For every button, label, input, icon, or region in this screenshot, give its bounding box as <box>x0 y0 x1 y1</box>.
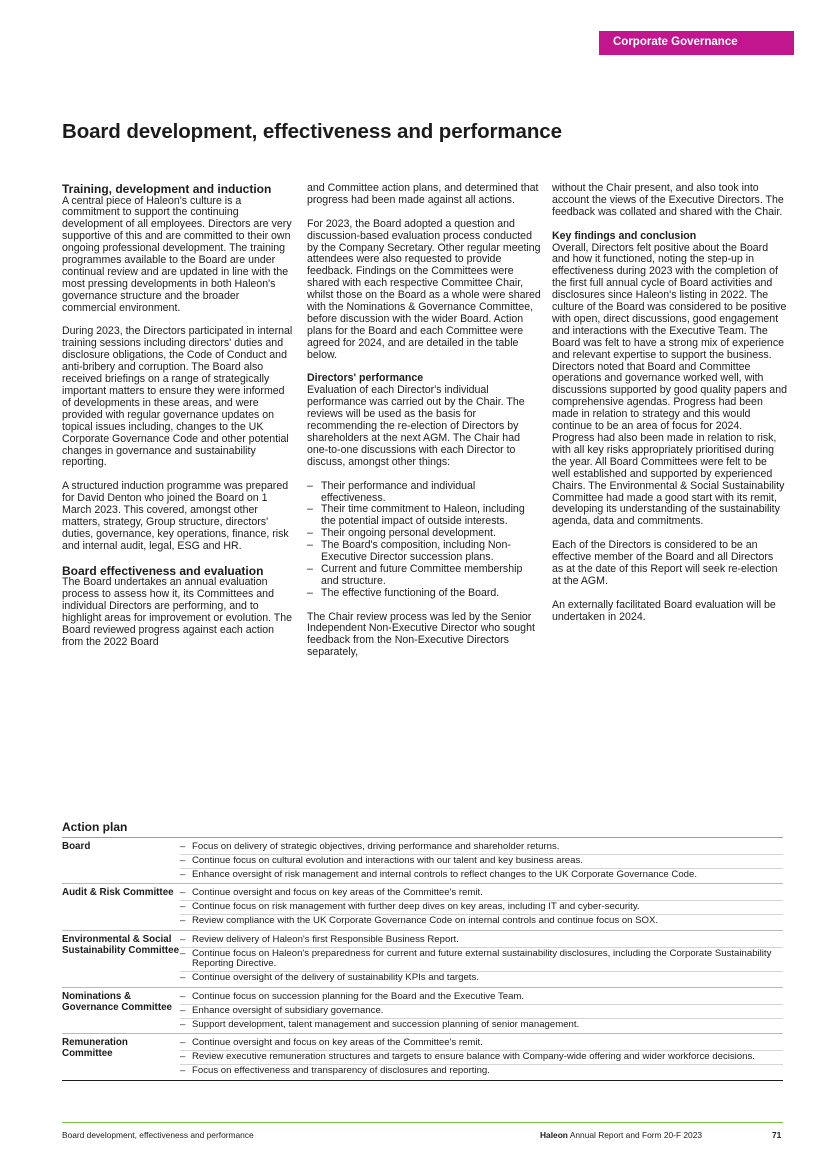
table-row <box>62 838 783 883</box>
footer-report-name <box>540 1130 702 1140</box>
directors-performance-paragraph: Evaluation of each Director's individual performance was carried out by the Chair. The reviews will be used as the basis for recommending the re-election of Directors by shareholders at the next AGM. The Chair had one-to-one discussions with each Director to discuss, amongst other things: <box>307 384 525 468</box>
text-column-2 <box>307 183 542 659</box>
list-item: – Focus on effectiveness and transparency of disclosures and reporting. <box>180 1065 783 1078</box>
list-item: – Continue focus on Haleon's preparedness for current and future external sustainability disclosures, including the Corporate Sustainability Reporting Directive. <box>180 948 783 973</box>
list-item: – The effective functioning of the Board. <box>307 588 542 600</box>
row-items <box>180 934 783 985</box>
evaluation-paragraph-2: For 2023, the Board adopted a question and discussion-based evaluation process conducted by the Company Secretary. Other regular meeting attendees were also requested to provide feedback. Findings on the Committees were shared with each respective Committee Chair, whilst those on the Board as a whole were shared with the Nominations & Governance Committee, before discussion with the wider Board. Action plans for the Board and each Committee were agreed for 2024, and are detailed in the table below. <box>307 217 541 361</box>
list-item: – Continue oversight and focus on key areas of the Committee's remit. <box>180 887 783 901</box>
row-label: Environmental & Social Sustainability Committee <box>62 933 180 956</box>
training-paragraph-1: A central piece of Haleon's culture is a commitment to support the continuing development of all employees. Directors are very supportive of this and are committed to their own ongoing professional development. The training programmes available to the Board are under continual review and are updated in line with the most pressing developments in both Haleon's governance structure and the broader commercial environment. <box>62 194 292 314</box>
list-item: – Their performance and individual effectiveness. <box>307 481 542 505</box>
evaluation-paragraph-1: and Committee action plans, and determined that progress had been made against all actions. <box>307 182 539 206</box>
list-item: – The Board's composition, including Non-Executive Director succession plans. <box>307 540 542 564</box>
table-row <box>62 1033 783 1079</box>
directors-performance-heading: Directors' performance <box>307 372 424 385</box>
training-paragraph-3: A structured induction programme was prepared for David Denton who joined the Board on 1 March 2023. This covered, amongst other matters, strategy, Group structure, directors' duties, governance, key operations, finance, risk and internal audit, legal, ESG and HR. <box>62 480 289 552</box>
row-items <box>180 1037 783 1077</box>
action-plan-title: Action plan <box>62 820 128 834</box>
table-row <box>62 930 783 987</box>
row-label: Board <box>62 841 91 852</box>
chair-review-paragraph: The Chair review process was led by the Senior Independent Non-Executive Director who sought feedback from the Non-Executive Directors separately, <box>307 610 535 659</box>
footer-divider <box>62 1122 783 1123</box>
chair-review-continued: without the Chair present, and also took into account the views of the Executive Directors. The feedback was collated and shared with the Chair. <box>552 182 784 218</box>
section-tag: Corporate Governance <box>599 31 794 55</box>
footer-brand: Haleon <box>540 1130 568 1140</box>
footer-report-title: Annual Report and Form 20-F 2023 <box>569 1130 703 1140</box>
table-row <box>62 883 783 929</box>
action-plan-table <box>62 837 783 1081</box>
list-item: – Review executive remuneration structures and targets to ensure balance with Company-wide offering and wider workforce decisions. <box>180 1051 783 1065</box>
row-label: Remuneration Committee <box>62 1037 128 1060</box>
list-item: – Enhance oversight of risk management and internal controls to reflect changes to the UK Corporate Governance Code. <box>180 869 783 882</box>
discussion-topics-list <box>307 481 542 600</box>
list-item: – Focus on delivery of strategic objectives, driving performance and shareholder returns. <box>180 841 783 855</box>
list-item: – Continue focus on cultural evolution and interactions with our talent and key business areas. <box>180 855 783 869</box>
row-items <box>180 841 783 881</box>
effectiveness-heading: Board effectiveness and evaluation <box>62 563 264 578</box>
effectiveness-paragraph-1: The Board undertakes an annual evaluation process to assess how it, its Committees and individual Directors are performing, and to highlight areas for improvement or evolution. The Board reviewed progress against each action from the 2022 Board <box>62 576 293 648</box>
row-items <box>180 991 783 1031</box>
list-item: – Enhance oversight of subsidiary governance. <box>180 1005 783 1019</box>
list-item: – Current and future Committee membership and structure. <box>307 564 542 588</box>
table-row <box>62 987 783 1033</box>
footer-section-name: Board development, effectiveness and performance <box>62 1130 254 1140</box>
text-column-3 <box>552 183 787 623</box>
row-label: Nominations & Governance Committee <box>62 990 172 1013</box>
row-items <box>180 887 783 927</box>
list-item: – Continue oversight of the delivery of sustainability KPIs and targets. <box>180 972 783 985</box>
list-item: – Continue focus on succession planning for the Board and the Executive Team. <box>180 991 783 1005</box>
page-number: 71 <box>772 1130 782 1140</box>
training-heading: Training, development and induction <box>62 182 272 196</box>
external-evaluation-paragraph: An externally facilitated Board evaluation will be undertaken in 2024. <box>552 598 776 623</box>
row-label: Audit & Risk Committee <box>62 887 174 899</box>
list-item: – Their time commitment to Haleon, including the potential impact of outside interests. <box>307 504 542 528</box>
list-item: – Review delivery of Haleon's first Responsible Business Report. <box>180 934 783 948</box>
re-election-paragraph: Each of the Directors is considered to be an effective member of the Board and all Directors as at the date of this Report will seek re-election at the AGM. <box>552 539 778 587</box>
training-paragraph-2: During 2023, the Directors participated in internal training sessions including directors' duties and disclosure obligations, the Code of Conduct and anti-bribery and corruption. The Board also received briefings on a range of strategically important matters to ensure they were informed of developments in these areas, and were provided with regular governance updates on topical issues including, changes to the UK Corporate Governance Code and other potential changes in governance and sustainability reporting. <box>62 325 293 469</box>
list-item: – Support development, talent management and succession planning of senior management. <box>180 1019 783 1032</box>
list-item: – Their ongoing personal development. <box>307 528 542 540</box>
text-column-1 <box>62 183 294 648</box>
page-title: Board development, effectiveness and performance <box>62 120 562 143</box>
key-findings-paragraph: Overall, Directors felt positive about the Board and how it functioned, noting the step-up in effectiveness during 2023 with the completion of the first full annual cycle of Board activities and disclosures since Haleon's listing in 2022. The culture of the Board was considered to be positive with open, direct discussions, good engagement and interactions with the Executive Team. The Board was felt to have a strong mix of experience and relevant expertise to support the business. Directors noted that Board and Committee operations and governance worked well, with discussions supported by good quality papers and comprehensive agendas. Progress had been made in relation to strategy and this would continue to be an area of focus for 2024. Progress had also been made in relation to risk, with all key risks appropriately prioritised during the year. All Board Committees were felt to be well established and supported by experienced Chairs. The Environmental & Social Sustainability Committee had made a good start with its remit, developing its understanding of the sustainability agenda, data and commitments. <box>552 241 787 528</box>
list-item: – Continue oversight and focus on key areas of the Committee's remit. <box>180 1037 783 1051</box>
list-item: – Review compliance with the UK Corporate Governance Code on internal controls and continue focus on SOX. <box>180 915 783 928</box>
list-item: – Continue focus on risk management with further deep dives on key areas, including IT and cyber-security. <box>180 901 783 915</box>
key-findings-heading: Key findings and conclusion <box>552 229 697 242</box>
